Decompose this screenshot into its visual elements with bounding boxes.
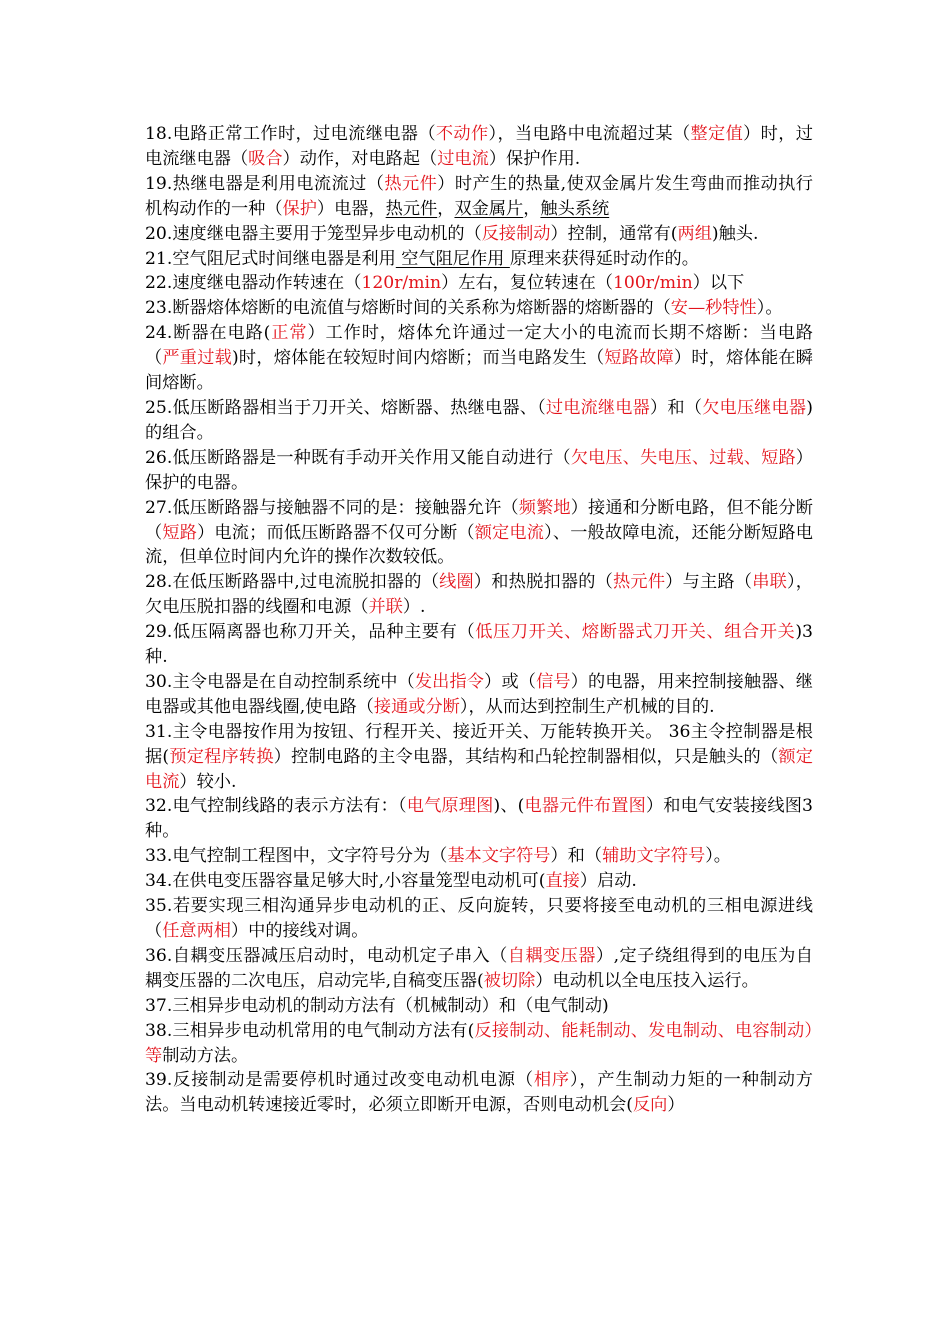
question-text: ）和热脱扣器的（ <box>473 572 614 593</box>
question-text: 22.速度继电器动作转速在（ <box>145 273 362 294</box>
question-paragraph <box>145 1068 813 1118</box>
question-text: ），产生制动力矩的一种制动方法。当电动机转速接近零时，必须立即断开电源，否则电动机会( <box>145 1070 813 1116</box>
question-text: ），当电路中电流超过某（ <box>488 124 691 144</box>
question-text: ）. <box>402 597 426 618</box>
question-text: ）电流；而低压断路器不仅可分断（ <box>197 522 475 543</box>
question-text: 23.断器熔体熔断的电流值与熔断时间的关系称为熔断器的熔断器的（ <box>145 298 671 319</box>
answer-text: 120r/min <box>361 273 442 294</box>
answer-text: 热元件 <box>384 173 438 194</box>
question-paragraph <box>145 271 813 296</box>
question-text: ） <box>667 1095 685 1116</box>
answer-text: 低压刀开关、熔断器式刀开关、组合开关 <box>475 622 796 643</box>
question-paragraph <box>145 172 813 222</box>
answer-text: 反接制动 <box>481 223 551 244</box>
answer-text: 信号 <box>536 671 571 692</box>
underlined-text: 触头系统 <box>540 198 610 219</box>
answer-text: 反接制动、能耗制动、发电制动、电容制动）等 <box>145 1020 813 1066</box>
question-text: 制动方法。 <box>162 1045 249 1066</box>
question-text: 30.主令电器是在自动控制系统中（ <box>145 671 415 692</box>
answer-text: 频繁地 <box>518 497 571 518</box>
question-paragraph <box>145 222 813 247</box>
question-text: ）时，熔体能在瞬间熔断。 <box>145 348 813 394</box>
question-paragraph <box>145 496 813 571</box>
question-text: ）左右，复位转速在（ <box>441 273 613 294</box>
question-text: ）以下 <box>692 273 745 294</box>
question-paragraph <box>145 720 813 795</box>
answer-text: 线圈 <box>439 572 474 593</box>
question-paragraph <box>145 396 813 446</box>
question-text: ）启动. <box>579 871 637 892</box>
answer-text: 正常 <box>270 323 308 344</box>
question-text: )时，熔体能在较短时间内熔断；而当电路发生（ <box>232 348 605 369</box>
answer-text: 热元件 <box>613 572 666 593</box>
answer-text: 预定程序转换 <box>169 746 274 767</box>
question-paragraph <box>145 296 813 321</box>
question-text: 21.空气阻尼式时间继电器是利用 <box>145 248 396 269</box>
question-text: )的组合。 <box>145 397 813 443</box>
question-paragraph <box>145 247 813 272</box>
question-paragraph <box>145 321 813 396</box>
answer-text: 100r/min <box>612 273 693 294</box>
question-text: 20.速度继电器主要用于笼型异步电动机的（ <box>145 223 482 244</box>
question-text: ）工作时，熔体允许通过一定大小的电流而长期不熔断：当电路（ <box>145 323 813 369</box>
answer-text: 过电流 <box>437 148 489 169</box>
underlined-text: 双金属片 <box>454 198 524 219</box>
answer-text: 额定电流 <box>145 746 813 792</box>
question-paragraph <box>145 794 813 844</box>
question-text: )3种. <box>145 622 813 668</box>
answer-text: 被切除 <box>483 970 536 991</box>
question-text: 24.断器在电路( <box>145 323 271 344</box>
question-text: ）、一般故障电流，还能分断短路电流，但单位时间内允许的操作次数较低。 <box>145 522 813 568</box>
question-paragraph <box>145 844 813 869</box>
question-text: 37.三相异步电动机的制动方法有（机械制动）和（电气制动) <box>145 995 609 1016</box>
answer-text: 辅助文字符号 <box>602 846 706 867</box>
answer-text: 欠电压继电器 <box>702 397 807 418</box>
question-text: ）保护的电器。 <box>145 447 813 493</box>
answer-text: 不动作 <box>435 124 489 144</box>
document-body <box>145 122 813 1118</box>
question-text: 34.在供电变压器容量足够大时,小容量笼型电动机可( <box>145 871 546 892</box>
question-text: ）接通和分断电路，但不能分断（ <box>145 497 813 543</box>
answer-text: 严重过载 <box>162 348 233 369</box>
question-text: 36.自耦变压器减压启动时，电动机定子串入（ <box>145 945 508 966</box>
question-text: ），欠电压脱扣器的线圈和电源（ <box>145 572 813 618</box>
question-text: ）的电器，用来控制接触器、继电器或其他电器线圈,使电路（ <box>145 671 813 717</box>
answer-text: 过电流继电器 <box>545 397 650 418</box>
answer-text: 吸合 <box>248 148 283 169</box>
question-text: ）和电气安装接线图3种。 <box>145 796 813 842</box>
question-paragraph <box>145 869 813 894</box>
answer-text: 基本文字符号 <box>447 846 551 867</box>
question-text: 19.热继电器是利用电流流过（ <box>145 173 385 194</box>
question-text: 28.在低压断路器中,过电流脱扣器的（ <box>145 572 440 593</box>
answer-text: 保护 <box>282 198 317 219</box>
question-paragraph <box>145 994 813 1019</box>
question-paragraph <box>145 446 813 496</box>
answer-text: 额定电流 <box>474 522 545 543</box>
question-text: 原理来获得延时动作的。 <box>509 248 699 269</box>
answer-text: 自耦变压器 <box>507 945 596 966</box>
question-paragraph <box>145 570 813 620</box>
answer-text: 整定值 <box>690 124 744 144</box>
question-text: ）中的接线对调。 <box>230 921 369 941</box>
question-text: ）与主路（ <box>665 572 753 593</box>
answer-text: 反向 <box>632 1095 668 1116</box>
question-text: ）。 <box>756 298 783 319</box>
question-text: ）电动机以全电压技入运行。 <box>535 970 759 991</box>
question-text: 31.主令电器按作用为按钮、行程开关、接近开关、万能转换开关。 36主令控制器是根据( <box>145 721 813 767</box>
question-text: )、( <box>493 796 525 817</box>
answer-text: 安—秒特性 <box>670 298 757 319</box>
question-text: ）控制，通常有( <box>550 223 678 244</box>
answer-text: 两组 <box>677 223 712 244</box>
answer-text: 发出指令 <box>414 671 485 692</box>
answer-text: 短路故障 <box>604 348 674 369</box>
answer-text: 欠电压、失电压、过载、短路 <box>570 447 796 468</box>
question-paragraph <box>145 894 813 944</box>
question-text: ）和（ <box>550 846 603 867</box>
underlined-text: 空气阻尼作用 <box>395 248 510 269</box>
question-text: ）时，过电流继电器（ <box>145 124 813 169</box>
question-text: 26.低压断路器是一种既有手动开关作用又能自动进行（ <box>145 447 571 468</box>
answer-text: 相序 <box>533 1070 570 1091</box>
question-text: ）时产生的热量,使双金属片发生弯曲而推动执行机构动作的一种（ <box>145 173 813 219</box>
question-text: 38.三相异步电动机常用的电气制动方法有( <box>145 1020 475 1041</box>
answer-text: 电气原理图 <box>406 796 494 817</box>
question-paragraph <box>145 1019 813 1069</box>
question-text: ）和（ <box>650 397 703 418</box>
question-text: 33.电气控制工程图中，文字符号分为（ <box>145 846 448 867</box>
question-text: 39.反接制动是需要停机时通过改变电动机电源（ <box>145 1070 534 1091</box>
question-text: 25.低压断路器相当于刀开关、熔断器、热继电器、（ <box>145 397 546 418</box>
underlined-text: 热元件 <box>385 198 438 219</box>
question-text: )触头. <box>711 223 759 244</box>
question-text: ）较小. <box>179 771 237 792</box>
question-paragraph <box>145 944 813 994</box>
question-text: 29.低压隔离器也称刀开关，品种主要有（ <box>145 622 476 643</box>
question-text: 27.低压断路器与接触器不同的是：接触器允许（ <box>145 497 519 518</box>
answer-text: 并联 <box>368 597 403 618</box>
answer-text: 电器元件布置图 <box>524 796 646 817</box>
question-text: 18.电路正常工作时，过电流继电器（ <box>145 124 436 144</box>
question-text: ）动作，对电路起（ <box>282 148 438 169</box>
answer-text: 接通或分断 <box>373 696 460 717</box>
question-text: ）保护作用. <box>488 148 581 169</box>
question-text: 32.电气控制线路的表示方法有：（ <box>145 796 407 817</box>
question-paragraph <box>145 670 813 720</box>
answer-text: 短路 <box>162 522 198 543</box>
question-text: ）或（ <box>484 671 537 692</box>
question-text: ）。 <box>705 846 731 867</box>
answer-text: 串联 <box>752 572 787 593</box>
question-text: ），从而达到控制生产机械的目的. <box>459 696 715 717</box>
question-paragraph <box>145 620 813 670</box>
question-text: ， <box>437 198 455 219</box>
question-text: 35.若要实现三相沟通异步电动机的正、反向旋转，只要将接至电动机的三相电源进线（ <box>145 896 813 941</box>
answer-text: 任意两相 <box>162 921 231 941</box>
question-text: ）控制电路的主令电器，其结构和凸轮控制器相似，只是触头的（ <box>273 746 779 767</box>
question-text: ）电器， <box>316 198 386 219</box>
question-text: ）,定子绕组得到的电压为自耦变压器的二次电压，启动完毕,自稿变压器( <box>145 945 813 991</box>
question-text: ， <box>523 198 541 219</box>
question-paragraph <box>145 122 813 172</box>
answer-text: 直接 <box>545 871 580 892</box>
